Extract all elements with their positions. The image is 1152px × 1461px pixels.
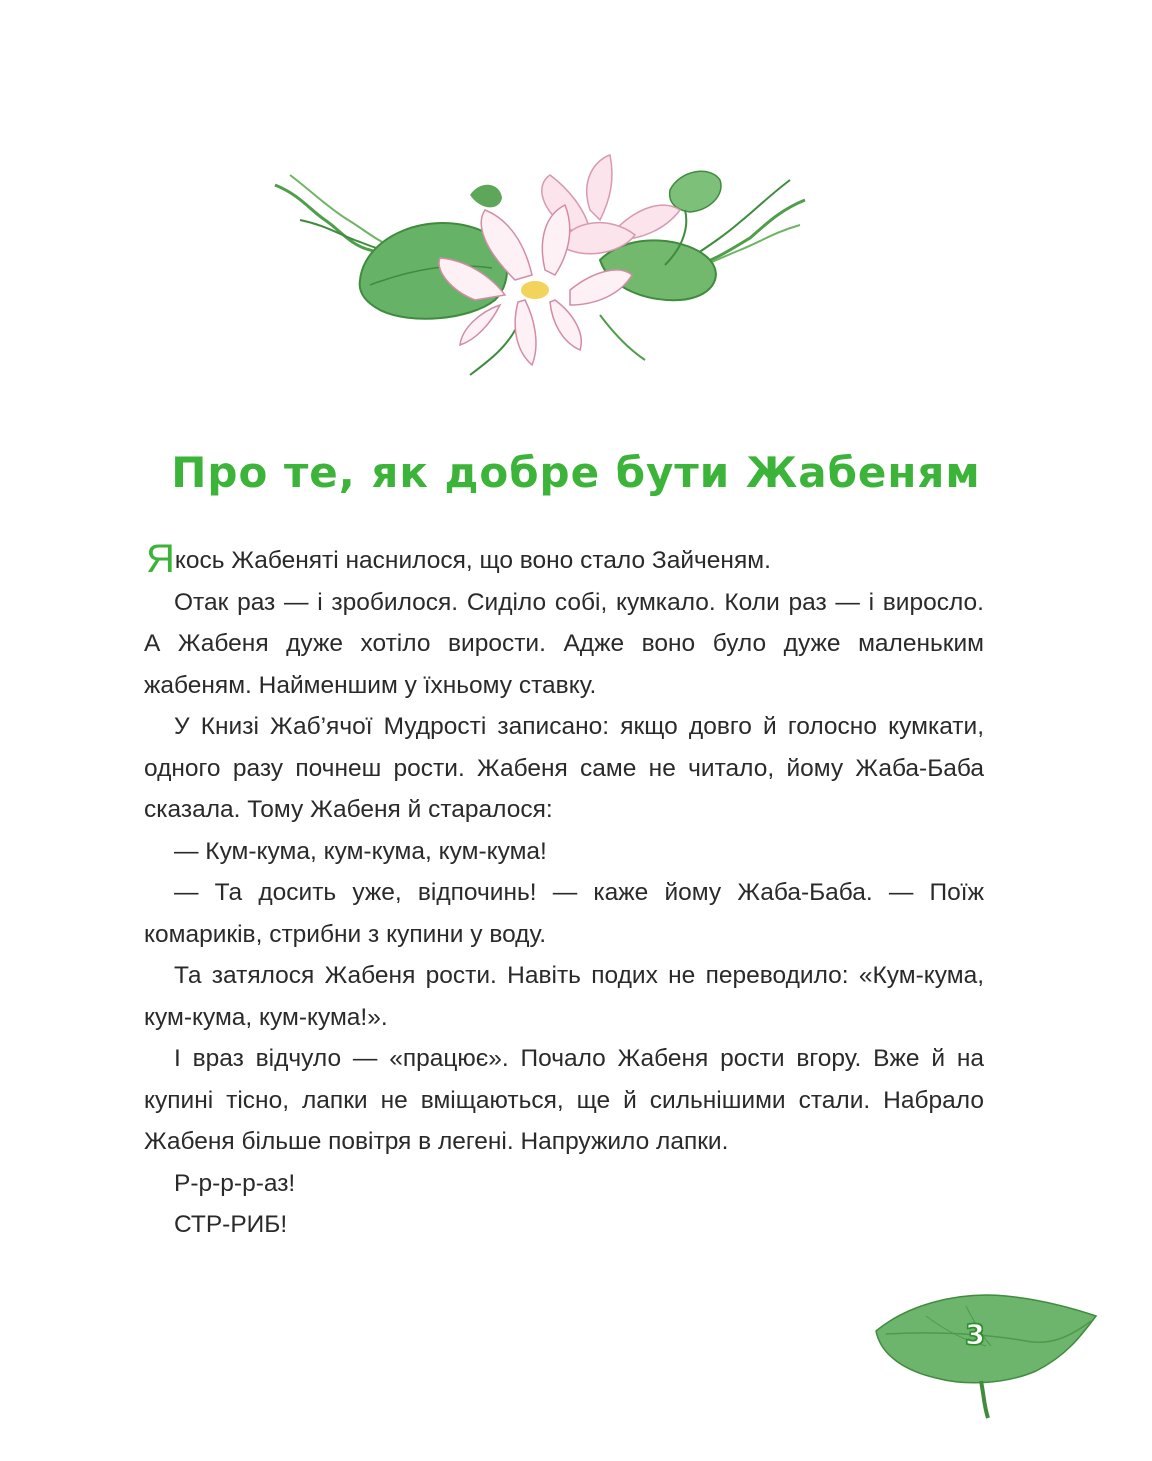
paragraph-5: — Та досить уже, відпочинь! — каже йому Жаба-Баба. — Поїж комариків, стрибни з купини у воду. [144,879,984,948]
paragraph-2: Отак раз — і зробилося. Сиділо собі, кумкало. Коли раз — і виросло. А Жабеня дуже хотіло вирости. Адже воно було дуже маленьким жабеням. Найменшим у їхньому ставку. [144,588,984,699]
story-text [144,537,984,1246]
paragraph-6: Та затялося Жабеня рости. Навіть подих не переводило: «Кум-кума, кум-кума, кум-кума!». [144,962,984,1031]
paragraph-7: І враз відчуло — «працює». Почало Жабеня рости вгору. Вже й на купині тісно, лапки не вміщаються, ще й сильнішими стали. Набрало Жабеня більше повітря в легені. Напружило лапки. [144,1045,984,1155]
paragraph-1-text: кось Жабеняті наснилося, що воно стало Зайченям. [174,547,771,574]
lotus-ornament-illustration [270,150,810,380]
page-number: 3 [965,1318,985,1351]
paragraph-8: Р-р-р-р-аз! [174,1169,296,1197]
paragraph-3: У Книзі Жаб’ячої Мудрості записано: якщо довго й голосно кумкати, одного разу почнеш рости. Жабеня саме не читало, йому Жаба-Баба сказала. Тому Жабеня й старалося: [144,713,984,823]
drop-cap: Я [146,537,175,581]
chapter-title: Про те, як добре бути Жабеням [171,448,981,497]
paragraph-9: СТР-РИБ! [174,1211,288,1238]
paragraph-1 [144,537,984,582]
paragraph-4: — Кум-кума, кум-кума, кум-кума! [174,837,547,865]
